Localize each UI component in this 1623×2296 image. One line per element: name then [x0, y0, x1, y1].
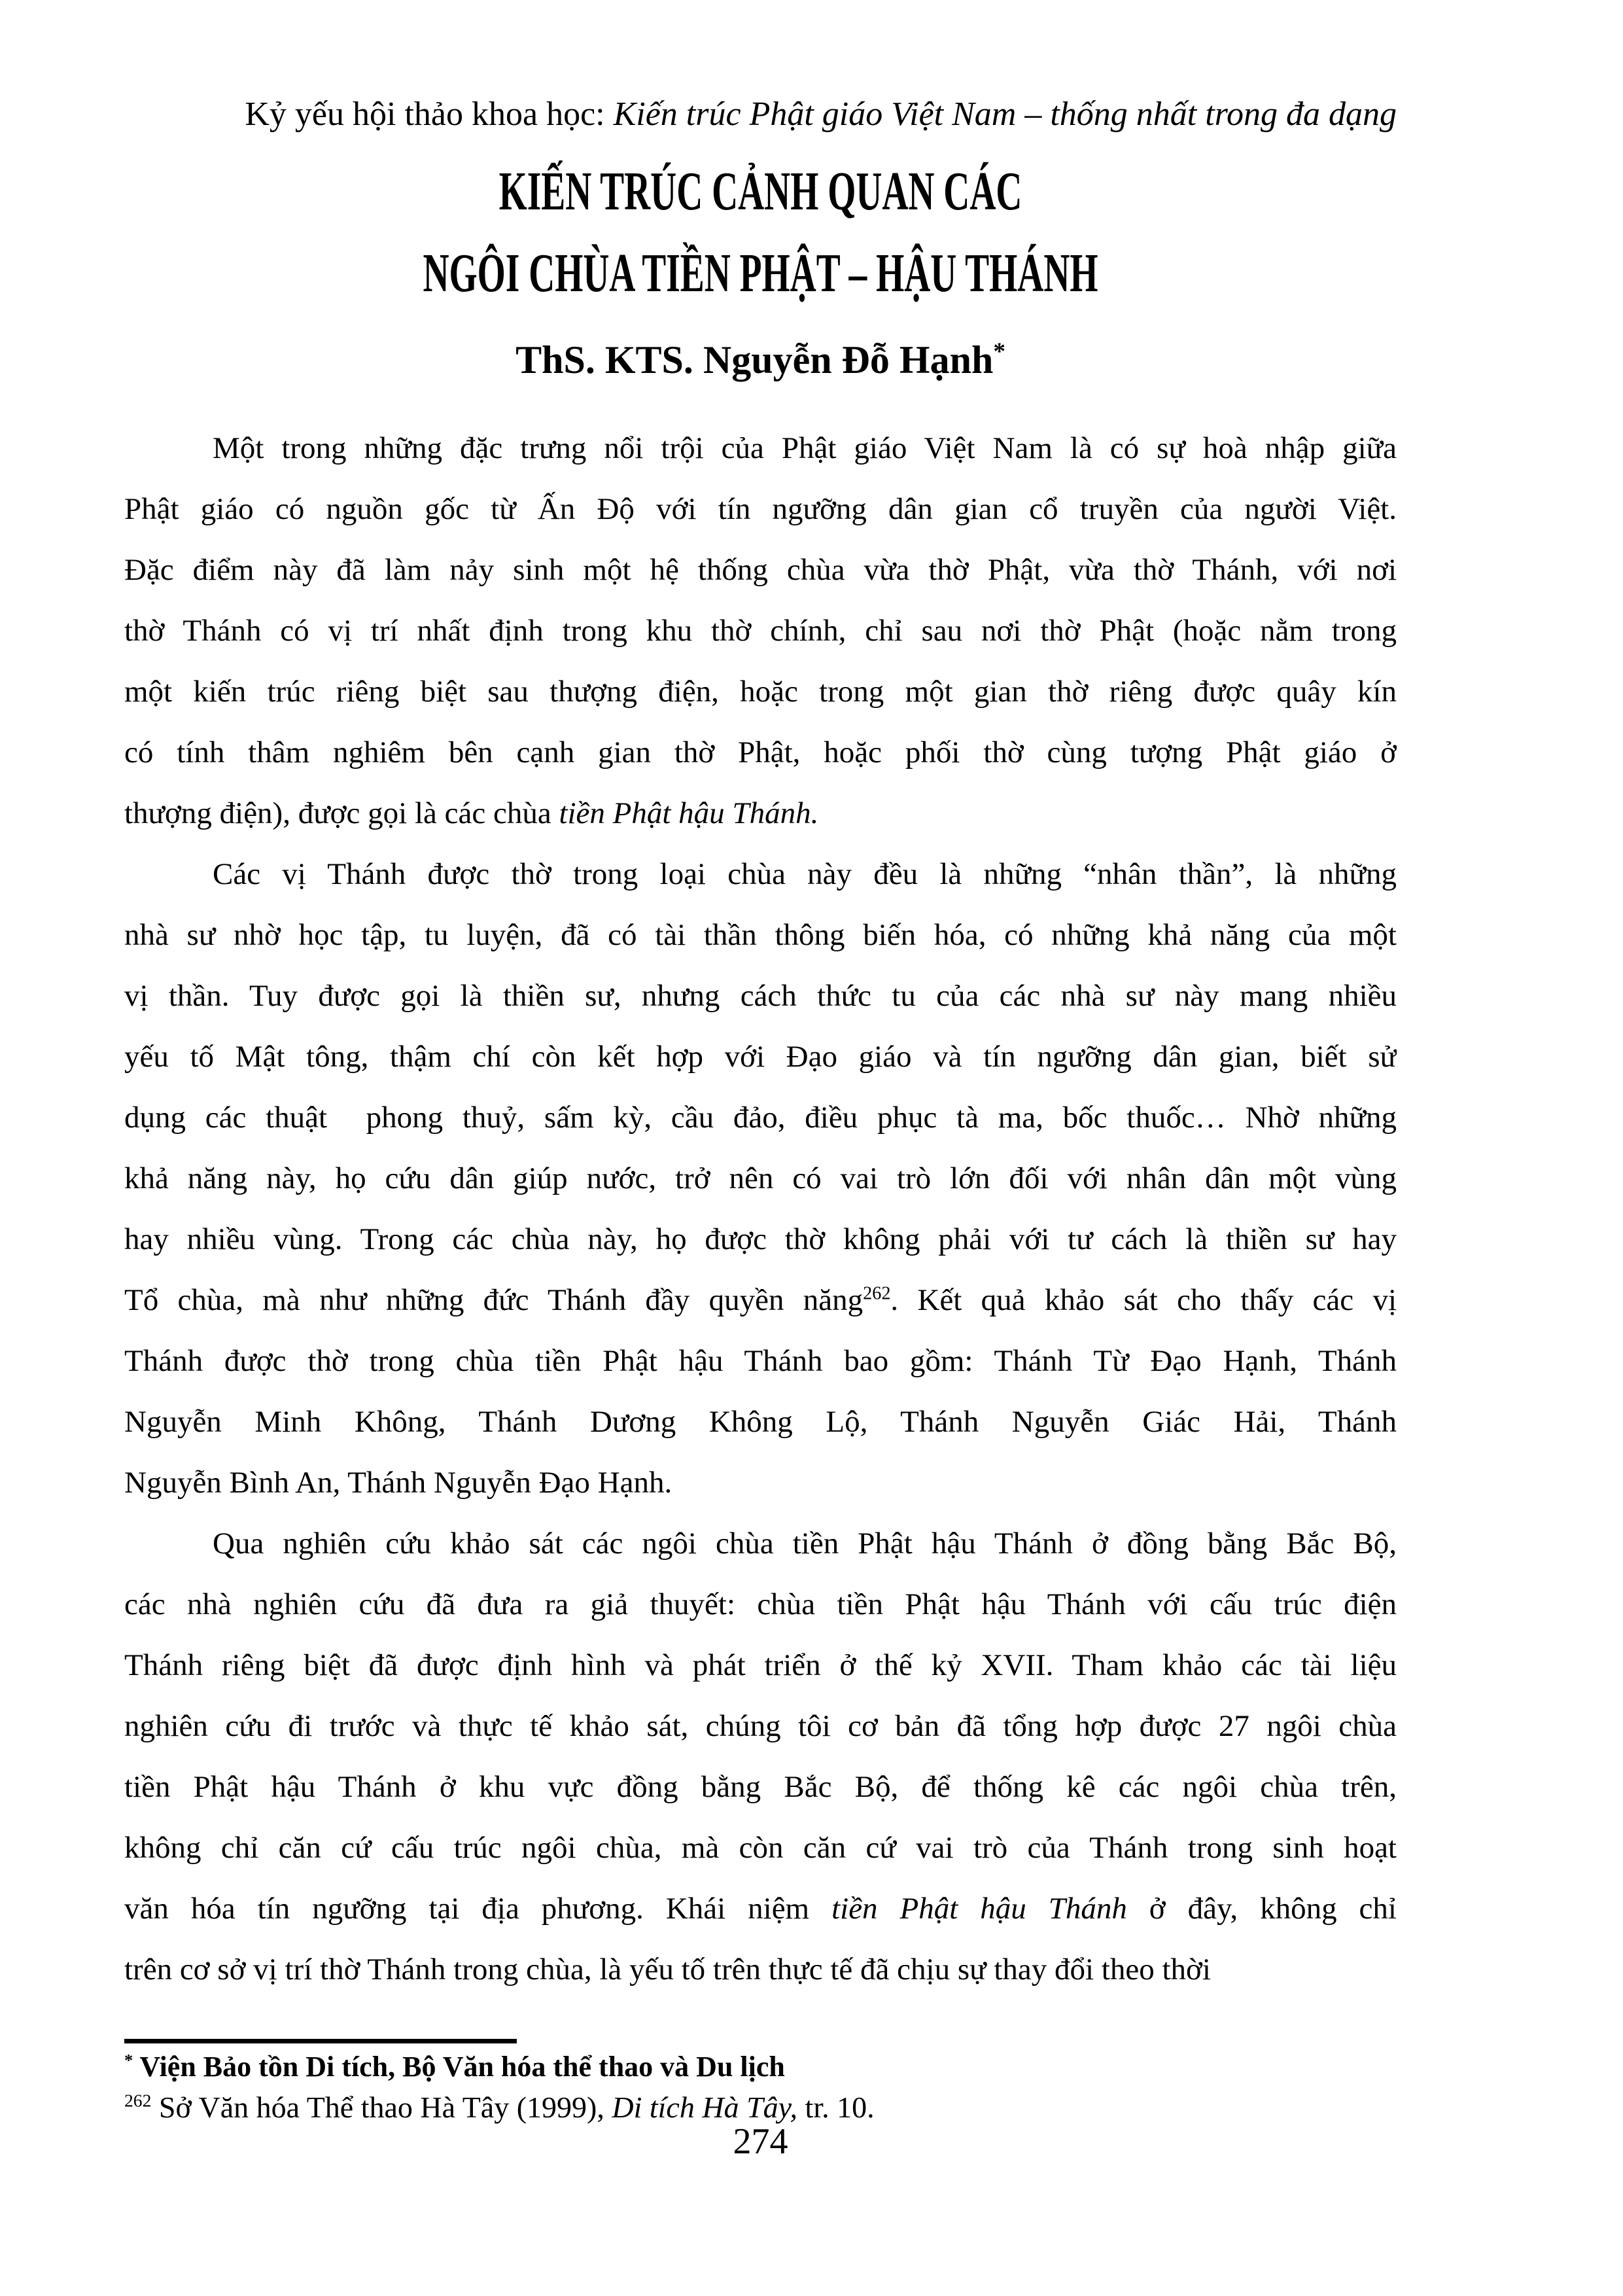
body-paragraph-2-line: vị thần. Tuy được gọi là thiền sư, nhưng cách thức tu của các nhà sư này mang nhiều — [124, 979, 1397, 1013]
body-paragraph-1-line: Đặc điểm này đã làm nảy sinh một hệ thống chùa vừa thờ Phật, vừa thờ Thánh, với nơi — [124, 553, 1397, 587]
footnote-marker: 262 — [124, 2090, 152, 2111]
footnote — [124, 2047, 1397, 2087]
author-line — [124, 330, 1397, 381]
article-body — [124, 418, 1397, 2000]
body-paragraph-3-line: Thánh riêng biệt đã được định hình và phát triển ở thế kỷ XVII. Tham khảo các tài liệu — [124, 1648, 1397, 1682]
page-number: 274 — [733, 2121, 788, 2162]
body-paragraph-2-line: Thánh được thờ trong chùa tiền Phật hậu Thánh bao gồm: Thánh Từ Đạo Hạnh, Thánh — [124, 1344, 1397, 1378]
body-paragraph-3-line: không chỉ căn cứ cấu trúc ngôi chùa, mà còn căn cứ vai trò của Thánh trong sinh hoạt — [124, 1831, 1397, 1865]
footnote-marker: * — [124, 2050, 133, 2070]
body-paragraph-2-line: Nguyễn Bình An, Thánh Nguyễn Đạo Hạnh. — [124, 1466, 672, 1500]
body-paragraph-2-line: khả năng này, họ cứu dân giúp nước, trở nên có vai trò lớn đối với nhân dân một vùng — [124, 1161, 1397, 1195]
body-paragraph-1-line: Phật giáo có nguồn gốc từ Ấn Độ với tín ngưỡng dân gian cổ truyền của người Việt. — [124, 492, 1397, 526]
author-name: ThS. KTS. Nguyễn Đỗ Hạnh — [515, 338, 994, 381]
author-footnote-marker: * — [993, 338, 1005, 365]
body-paragraph-1-line: thượng điện), được gọi là các chùa tiền Phật hậu Thánh. — [124, 796, 819, 830]
body-paragraph-1-line: Một trong những đặc trưng nổi trội của Phật giáo Việt Nam là có sự hoà nhập giữa — [213, 431, 1397, 465]
body-paragraph-3-line: tiền Phật hậu Thánh ở khu vực đồng bằng Bắc Bộ, để thống kê các ngôi chùa trên, — [124, 1770, 1397, 1804]
running-header-prefix: Kỷ yếu hội thảo khoa học: — [245, 96, 614, 133]
article-title-line-1: KIẾN TRÚC CẢNH QUAN CÁC — [498, 161, 1022, 222]
footnote-text: Sở Văn hóa Thể thao Hà Tây (1999), Di tích Hà Tây, tr. 10. — [158, 2091, 875, 2124]
footnote-separator — [124, 2039, 517, 2043]
footnotes — [124, 2047, 1397, 2128]
body-paragraph-2-line: Nguyễn Minh Không, Thánh Dương Không Lộ, Thánh Nguyễn Giác Hải, Thánh — [124, 1405, 1397, 1439]
body-paragraph-3-line: văn hóa tín ngưỡng tại địa phương. Khái niệm tiền Phật hậu Thánh ở đây, không chỉ — [124, 1892, 1397, 1926]
body-paragraph-2-line: nhà sư nhờ học tập, tu luyện, đã có tài thần thông biến hóa, có những khả năng của một — [124, 918, 1397, 952]
body-paragraph-1-line: có tính thâm nghiêm bên cạnh gian thờ Phật, hoặc phối thờ cùng tượng Phật giáo ở — [124, 735, 1397, 769]
body-paragraph-2-line: Tổ chùa, mà như những đức Thánh đầy quyền năng$^{262}$. Kết quả khảo sát cho thấy các vị — [124, 1283, 1397, 1317]
running-header — [124, 95, 1397, 134]
article-title-line-2: NGÔI CHÙA TIỀN PHẬT – HẬU THÁNH — [423, 243, 1098, 304]
body-paragraph-1-line: thờ Thánh có vị trí nhất định trong khu thờ chính, chỉ sau nơi thờ Phật (hoặc nằm trong — [124, 614, 1397, 648]
body-paragraph-2-line: Các vị Thánh được thờ trong loại chùa này đều là những “nhân thần”, là những — [213, 857, 1397, 891]
running-header-book-title: Kiến trúc Phật giáo Việt Nam – thống nhất trong đa dạng — [613, 96, 1397, 133]
body-paragraph-3-line: nghiên cứu đi trước và thực tế khảo sát, chúng tôi cơ bản đã tổng hợp được 27 ngôi chùa — [124, 1709, 1397, 1743]
body-paragraph-2-line: dụng các thuật phong thuỷ, sấm kỳ, cầu đảo, điều phục tà ma, bốc thuốc… Nhờ những — [124, 1101, 1397, 1135]
body-paragraph-2-line: yếu tố Mật tông, thậm chí còn kết hợp với Đạo giáo và tín ngưỡng dân gian, biết sử — [124, 1040, 1397, 1074]
body-paragraph-1-line: một kiến trúc riêng biệt sau thượng điện, hoặc trong một gian thờ riêng được quây kín — [124, 675, 1397, 709]
body-paragraph-3-line: Qua nghiên cứu khảo sát các ngôi chùa tiền Phật hậu Thánh ở đồng bằng Bắc Bộ, — [213, 1527, 1397, 1561]
article-title — [124, 150, 1397, 314]
body-paragraph-3-line: trên cơ sở vị trí thờ Thánh trong chùa, là yếu tố trên thực tế đã chịu sự thay đổi theo thời — [124, 1952, 1211, 1987]
body-paragraph-2-line: hay nhiều vùng. Trong các chùa này, họ được thờ không phải với tư cách là thiền sư hay — [124, 1222, 1397, 1256]
body-paragraph-3-line: các nhà nghiên cứu đã đưa ra giả thuyết: chùa tiền Phật hậu Thánh với cấu trúc điện — [124, 1587, 1397, 1621]
footnote-text: Viện Bảo tồn Di tích, Bộ Văn hóa thể thao và Du lịch — [139, 2051, 785, 2083]
